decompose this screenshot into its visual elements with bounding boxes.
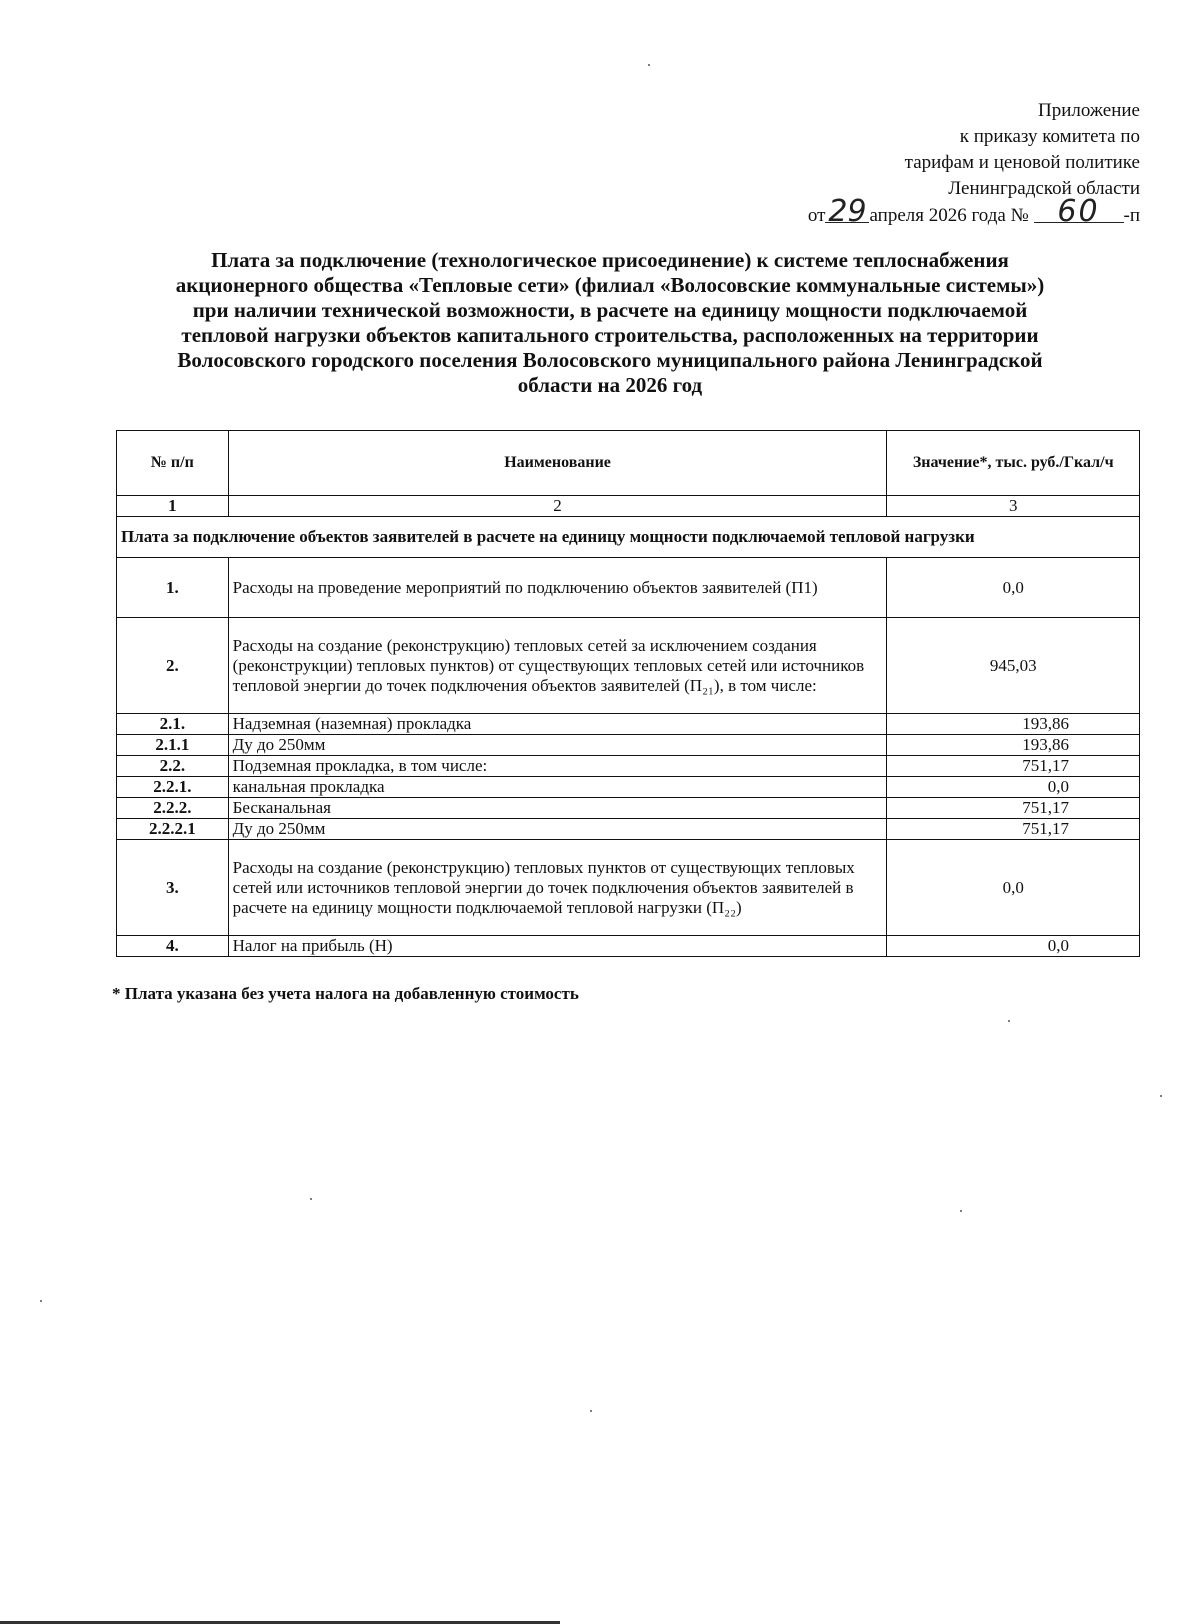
title-line: Плата за подключение (технологическое присоединение) к системе теплоснабжения [211, 248, 1009, 272]
scan-speck [40, 1300, 42, 1302]
document-title [110, 248, 1110, 398]
row-number: 2.2.1. [117, 777, 229, 798]
table-row [117, 756, 1140, 777]
table-row [117, 840, 1140, 936]
row-number: 2.1.1 [117, 735, 229, 756]
row-name: канальная прокладка [228, 777, 887, 798]
vat-footnote: * Плата указана без учета налога на добавленную стоимость [112, 984, 579, 1003]
scan-speck [960, 1210, 962, 1212]
header-cell-number: № п/п [117, 431, 229, 496]
table-row [117, 714, 1140, 735]
row-value: 0,0 [887, 936, 1140, 957]
order-month-year: апреля 2026 года № [869, 205, 1029, 226]
order-reference-line: к приказу комитета по [959, 126, 1140, 147]
row-value: 193,86 [887, 735, 1140, 756]
row-value: 751,17 [887, 798, 1140, 819]
row-name: Ду до 250мм [228, 735, 887, 756]
table-row [117, 798, 1140, 819]
row-number: 2.1. [117, 714, 229, 735]
table-row [117, 735, 1140, 756]
scan-speck [1008, 1020, 1010, 1022]
row-name: Расходы на проведение мероприятий по подключению объектов заявителей (П1) [228, 558, 887, 618]
table-row [117, 558, 1140, 618]
row-name: Бесканальная [228, 798, 887, 819]
row-number: 1. [117, 558, 229, 618]
committee-name-line: тарифам и ценовой политике [904, 152, 1140, 173]
row-number: 4. [117, 936, 229, 957]
row-value: 193,86 [887, 714, 1140, 735]
section-title-row [117, 517, 1140, 558]
row-number: 2.2.2. [117, 798, 229, 819]
header-cell-value: Значение*, тыс. руб./Гкал/ч [887, 431, 1140, 496]
title-line: при наличии технической возможности, в расчете на единицу мощности подключаемой [192, 298, 1028, 322]
column-number-cell: 2 [228, 496, 887, 517]
section-title-cell: Плата за подключение объектов заявителей в расчете на единицу мощности подключаемой тепловой нагрузки [117, 517, 1140, 558]
table-row [117, 936, 1140, 957]
region-name-line: Ленинградской области [948, 178, 1140, 199]
title-line: акционерного общества «Тепловые сети» (филиал «Волосовские коммунальные системы») [175, 273, 1045, 297]
title-line: Волосовского городского поселения Волосовского муниципального района Ленинградской [177, 348, 1043, 372]
column-number-cell: 3 [887, 496, 1140, 517]
row-value: 0,0 [887, 777, 1140, 798]
order-prefix: от [807, 205, 826, 226]
row-name: Расходы на создание (реконструкцию) тепловых пунктов от существующих тепловых сетей или источников тепловой энергии до точек подключения объектов заявителей в расчете на единицу мощности подключаемой тепловой нагрузки (П₂₂) [228, 840, 887, 936]
column-number-row [117, 496, 1140, 517]
order-date-number-line [720, 194, 1140, 229]
row-value: 751,17 [887, 819, 1140, 840]
row-value: 0,0 [887, 558, 1140, 618]
row-number: 2.2. [117, 756, 229, 777]
row-name: Ду до 250мм [228, 819, 887, 840]
row-name: Расходы на создание (реконструкцию) тепловых сетей за исключением создания (реконструкции) тепловых пунктов) от существующих тепловых сетей или источников тепловой энергии до точек подключения объектов заявителей (П₂₁), в том числе: [228, 618, 887, 714]
scan-speck [648, 64, 650, 66]
row-number: 3. [117, 840, 229, 936]
table-row [117, 618, 1140, 714]
row-name: Надземная (наземная) прокладка [228, 714, 887, 735]
connection-fee-table [116, 430, 1140, 957]
row-name: Подземная прокладка, в том числе: [228, 756, 887, 777]
table-row [117, 819, 1140, 840]
appendix-header [720, 98, 1140, 229]
title-line: тепловой нагрузки объектов капитального строительства, расположенных на территории [181, 323, 1039, 347]
row-value: 751,17 [887, 756, 1140, 777]
row-value: 0,0 [887, 840, 1140, 936]
title-line: области на 2026 год [517, 373, 703, 397]
row-number: 2.2.2.1 [117, 819, 229, 840]
table-row [117, 777, 1140, 798]
scan-speck [590, 1410, 592, 1412]
scan-speck [310, 1198, 312, 1200]
appendix-label: Приложение [1038, 100, 1140, 121]
row-number: 2. [117, 618, 229, 714]
order-suffix: -п [1123, 205, 1140, 226]
scan-speck [1160, 1095, 1162, 1097]
row-name: Налог на прибыль (Н) [228, 936, 887, 957]
header-cell-name: Наименование [228, 431, 887, 496]
handwritten-day: 29 [825, 202, 869, 223]
column-number-cell: 1 [117, 496, 229, 517]
table-header-row [117, 431, 1140, 496]
handwritten-order-number: 60 [1034, 202, 1124, 223]
row-value: 945,03 [887, 618, 1140, 714]
